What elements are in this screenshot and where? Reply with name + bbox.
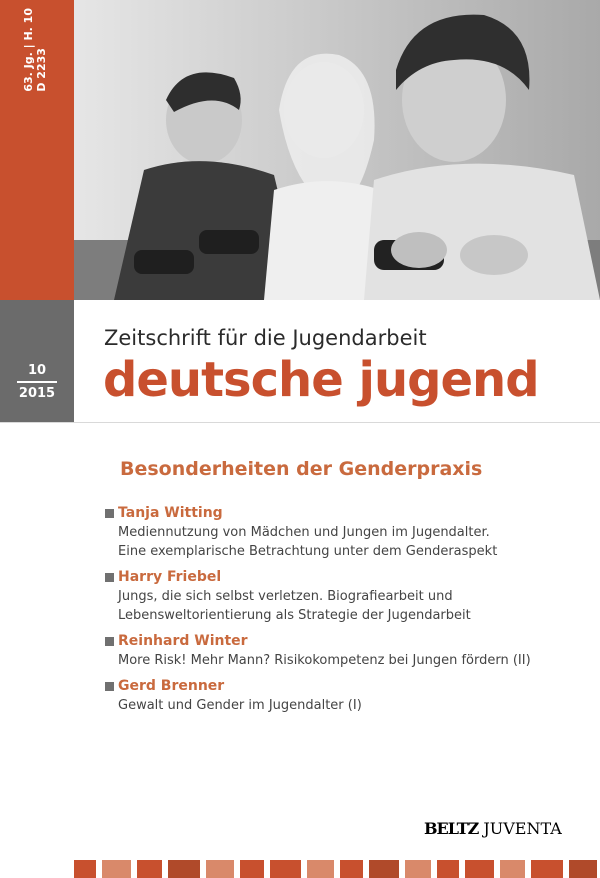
stripe-block xyxy=(74,860,96,878)
bullet-square-icon xyxy=(105,573,114,582)
publisher-logo xyxy=(424,819,562,838)
issue-sidebar xyxy=(0,300,74,422)
magazine-subtitle: Zeitschrift für die Jugendarbeit xyxy=(104,326,427,350)
stripe-block xyxy=(270,860,301,878)
article-author: Gerd Brenner xyxy=(118,678,225,694)
stripe-block xyxy=(340,860,363,878)
bullet-square-icon xyxy=(105,682,114,691)
gamers-photo-illustration xyxy=(74,0,600,300)
article-item xyxy=(104,568,594,625)
stripe-block xyxy=(137,860,162,878)
stripe-block xyxy=(569,860,597,878)
decorative-stripe xyxy=(74,852,600,878)
article-list xyxy=(104,504,594,722)
stripe-block xyxy=(102,860,131,878)
stripe-block xyxy=(369,860,399,878)
cover-photo xyxy=(74,0,600,300)
stripe-block xyxy=(307,860,334,878)
issue-block xyxy=(0,363,74,401)
issue-number: 10 xyxy=(27,363,47,378)
publisher-name-a: BELTZ xyxy=(424,819,479,838)
stripe-block xyxy=(240,860,264,878)
article-item xyxy=(104,677,594,715)
stripe-block xyxy=(500,860,525,878)
article-text-line: Mediennutzung von Mädchen und Jungen im Jugendalter. xyxy=(118,525,490,540)
stripe-block xyxy=(168,860,200,878)
stripe-block xyxy=(405,860,431,878)
issue-theme: Besonderheiten der Genderpraxis xyxy=(120,458,483,480)
stripe-block xyxy=(465,860,494,878)
stripe-block xyxy=(437,860,459,878)
article-author: Harry Friebel xyxy=(118,569,222,585)
issue-rule xyxy=(17,381,57,383)
publisher-name-b: JUVENTA xyxy=(483,819,562,838)
stripe-block xyxy=(206,860,234,878)
article-text-line: Lebensweltorientierung als Strategie der Jugendarbeit xyxy=(118,608,471,623)
article-text-line: Jungs, die sich selbst verletzen. Biografiearbeit und xyxy=(118,589,453,604)
stripe-block xyxy=(531,860,563,878)
magazine-title: deutsche jugend xyxy=(103,352,539,408)
article-item xyxy=(104,504,594,561)
article-text-line: More Risk! Mehr Mann? Risikokompetenz bei Jungen fördern (II) xyxy=(118,653,531,668)
article-author: Reinhard Winter xyxy=(118,633,248,649)
article-text-line: Gewalt und Gender im Jugendalter (I) xyxy=(118,698,362,713)
volume-info: 63. Jg. | H. 10 D 2233 xyxy=(22,8,48,92)
bullet-square-icon xyxy=(105,509,114,518)
article-item xyxy=(104,632,594,670)
article-text-line: Eine exemplarische Betrachtung unter dem Genderaspekt xyxy=(118,544,498,559)
volume-sidebar xyxy=(0,0,74,300)
divider xyxy=(0,422,600,423)
bullet-square-icon xyxy=(105,637,114,646)
issue-year: 2015 xyxy=(18,386,56,401)
article-author: Tanja Witting xyxy=(118,505,223,521)
